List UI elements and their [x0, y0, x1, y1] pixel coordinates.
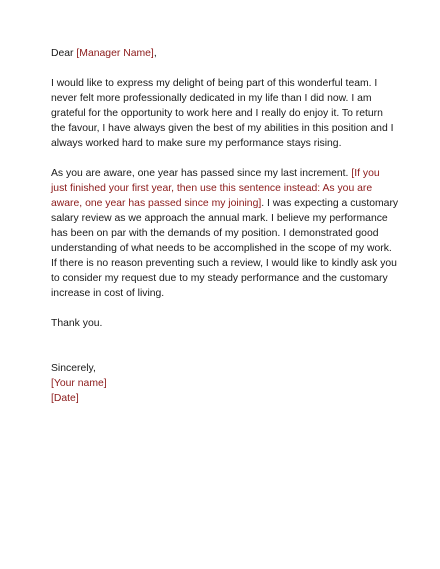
- paragraph-line: increase in cost of living.: [51, 288, 165, 299]
- salutation-suffix: ,: [153, 48, 157, 59]
- paragraph-line: never felt more professionally dedicated in my life than I did now. I am: [51, 93, 372, 104]
- paragraph-line: the favour, I have always given the best of my abilities in this position and I: [51, 123, 394, 134]
- letter-body: [51, 46, 399, 406]
- paragraph-line: salary review as we approach the annual mark. I believe my performance: [51, 213, 388, 224]
- your-name-placeholder: [Your name]: [51, 378, 107, 389]
- instruction-placeholder: aware, one year has passed since my joining]: [51, 198, 262, 209]
- paragraph-line: has been on par with the demands of my position. I demonstrated good: [51, 228, 379, 239]
- paragraph-line: understanding of what needs to be accomplished in the scope of my work.: [51, 243, 392, 254]
- paragraph-line: I would like to express my delight of being part of this wonderful team. I: [51, 78, 378, 89]
- paragraph-delight: [51, 76, 396, 151]
- manager-name-placeholder: [Manager Name]: [76, 48, 154, 59]
- salutation: [51, 46, 396, 61]
- paragraph-line: If there is no reason preventing such a review, I would like to kindly ask you: [51, 258, 397, 269]
- date-placeholder: [Date]: [51, 393, 79, 404]
- instruction-placeholder: just finished your first year, then use this sentence instead: As you are: [51, 183, 373, 194]
- paragraph-line: to consider my request due to my steady performance and the customary: [51, 273, 388, 284]
- paragraph-line: always worked hard to make sure my performance stays rising.: [51, 138, 342, 149]
- closing-text: Sincerely,: [51, 363, 96, 374]
- paragraph-review-request: [51, 166, 399, 301]
- spacer: [51, 346, 396, 361]
- thanks-text: Thank you.: [51, 318, 103, 329]
- signature-block: [51, 361, 396, 406]
- salutation-prefix: Dear: [51, 48, 77, 59]
- instruction-placeholder: [If you: [351, 168, 380, 179]
- paragraph-text: As you are aware, one year has passed since my last increment.: [51, 168, 352, 179]
- paragraph-text: . I was expecting a customary: [261, 198, 399, 209]
- thanks: [51, 316, 396, 331]
- paragraph-line: grateful for the opportunity to work here and I really do enjoy it. To return: [51, 108, 383, 119]
